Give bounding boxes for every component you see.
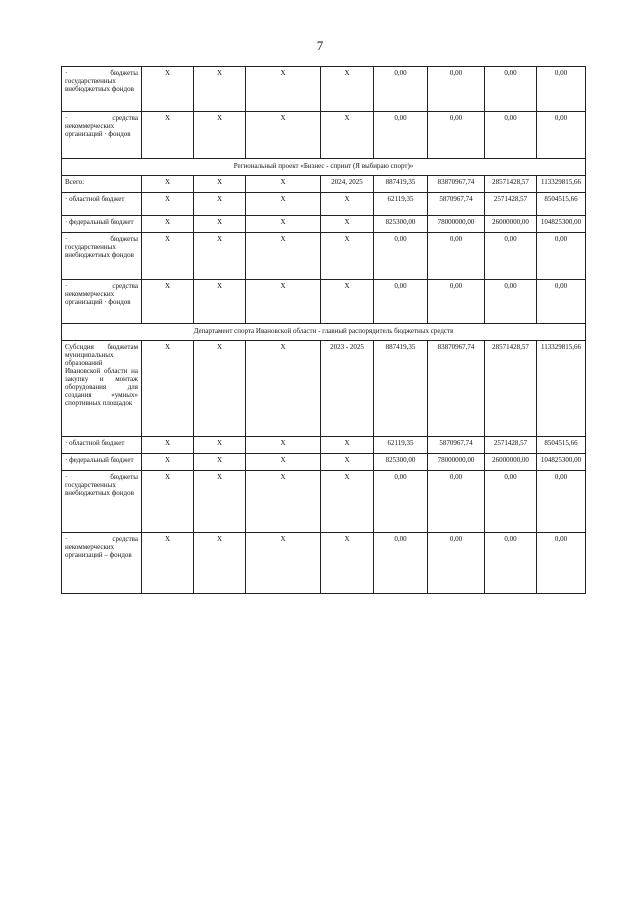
col-value2: 0,00 [428, 112, 485, 159]
col-value1: 0,00 [374, 533, 428, 594]
col-x2: X [194, 233, 246, 280]
row-label: · средства некоммерческих организаций · фондов [62, 112, 142, 159]
col-value2: 0,00 [428, 233, 485, 280]
col-value1: 0,00 [374, 112, 428, 159]
col-x1: X [142, 233, 194, 280]
col-value1: 887419,35 [374, 176, 428, 193]
table-row [62, 112, 586, 159]
row-label: Субсидия бюджетам муниципальных образований Ивановской области на закупку и монтаж оборудования для создания «умных» спортивных площадок [62, 341, 142, 437]
col-total: 113329815,66 [537, 341, 586, 437]
col-period: X [321, 216, 374, 233]
col-period: X [321, 112, 374, 159]
col-value1: 825300,00 [374, 454, 428, 471]
col-period: X [321, 437, 374, 454]
col-x2: X [194, 471, 246, 533]
col-x3: X [246, 471, 321, 533]
col-x2: X [194, 454, 246, 471]
budget-table [61, 66, 586, 594]
row-label: · областной бюджет [62, 193, 142, 216]
row-label: · бюджеты государственных внебюджетных фондов [62, 233, 142, 280]
table-row [62, 437, 586, 454]
section-row [62, 159, 586, 176]
table-row [62, 341, 586, 437]
table-row [62, 471, 586, 533]
col-value3: 0,00 [485, 533, 537, 594]
col-value2: 5870967,74 [428, 437, 485, 454]
section-title: Региональный проект «Бизнес - спринт (Я выбираю спорт)» [62, 159, 586, 176]
col-x2: X [194, 216, 246, 233]
row-label: · бюджеты государственных внебюджетных фондов [62, 471, 142, 533]
col-x3: X [246, 233, 321, 280]
table-row [62, 193, 586, 216]
col-x3: X [246, 280, 321, 324]
col-period: 2024, 2025 [321, 176, 374, 193]
col-value3: 28571428,57 [485, 341, 537, 437]
row-label: · средства некоммерческих организаций – фондов [62, 533, 142, 594]
col-period: X [321, 471, 374, 533]
table-row [62, 280, 586, 324]
col-value3: 26000000,00 [485, 216, 537, 233]
col-value1: 0,00 [374, 471, 428, 533]
col-value2: 5870967,74 [428, 193, 485, 216]
col-total: 0,00 [537, 233, 586, 280]
col-total: 8504515,66 [537, 437, 586, 454]
col-x1: X [142, 112, 194, 159]
col-value3: 0,00 [485, 67, 537, 112]
section-row [62, 324, 586, 341]
col-x2: X [194, 280, 246, 324]
col-x2: X [194, 67, 246, 112]
col-x3: X [246, 67, 321, 112]
row-label: · федеральный бюджет [62, 216, 142, 233]
col-total: 113329815,66 [537, 176, 586, 193]
col-value3: 0,00 [485, 471, 537, 533]
col-value2: 78000000,00 [428, 454, 485, 471]
col-x1: X [142, 454, 194, 471]
col-x1: X [142, 280, 194, 324]
col-x1: X [142, 437, 194, 454]
col-value1: 62119,35 [374, 193, 428, 216]
table-row [62, 233, 586, 280]
table-row [62, 454, 586, 471]
col-period: X [321, 454, 374, 471]
col-value2: 0,00 [428, 533, 485, 594]
row-label: · средства некоммерческих организаций · фондов [62, 280, 142, 324]
col-x2: X [194, 533, 246, 594]
col-value3: 2571428,57 [485, 437, 537, 454]
col-total: 8504515,66 [537, 193, 586, 216]
col-x2: X [194, 437, 246, 454]
col-x2: X [194, 176, 246, 193]
col-total: 0,00 [537, 280, 586, 324]
col-value1: 0,00 [374, 233, 428, 280]
row-label: · бюджеты государственных внебюджетных фондов [62, 67, 142, 112]
col-x3: X [246, 176, 321, 193]
col-x3: X [246, 193, 321, 216]
col-total: 0,00 [537, 533, 586, 594]
col-value3: 0,00 [485, 280, 537, 324]
col-x3: X [246, 437, 321, 454]
table-row [62, 176, 586, 193]
col-x3: X [246, 533, 321, 594]
table-row [62, 67, 586, 112]
col-period: X [321, 280, 374, 324]
col-value2: 0,00 [428, 280, 485, 324]
col-value2: 83870967,74 [428, 341, 485, 437]
table-row [62, 216, 586, 233]
col-x1: X [142, 176, 194, 193]
col-x3: X [246, 341, 321, 437]
page-number: 7 [316, 38, 324, 53]
row-label: Всего: [62, 176, 142, 193]
col-value1: 62119,35 [374, 437, 428, 454]
col-value1: 887419,35 [374, 341, 428, 437]
col-value2: 83870967,74 [428, 176, 485, 193]
col-x3: X [246, 216, 321, 233]
col-value3: 0,00 [485, 112, 537, 159]
row-label: · федеральный бюджет [62, 454, 142, 471]
col-x1: X [142, 216, 194, 233]
col-value2: 0,00 [428, 67, 485, 112]
col-total: 104825300,00 [537, 454, 586, 471]
col-x2: X [194, 341, 246, 437]
col-x1: X [142, 471, 194, 533]
col-period: 2023 - 2025 [321, 341, 374, 437]
col-period: X [321, 233, 374, 280]
col-value3: 26000000,00 [485, 454, 537, 471]
col-value1: 825300,00 [374, 216, 428, 233]
col-x1: X [142, 67, 194, 112]
col-x1: X [142, 341, 194, 437]
section-title: Департамент спорта Ивановской области - главный распорядитель бюджетных средств [62, 324, 586, 341]
col-value2: 0,00 [428, 471, 485, 533]
col-total: 104825300,00 [537, 216, 586, 233]
col-total: 0,00 [537, 67, 586, 112]
col-value2: 78000000,00 [428, 216, 485, 233]
col-period: X [321, 193, 374, 216]
col-value3: 2571428,57 [485, 193, 537, 216]
col-x3: X [246, 112, 321, 159]
row-label: · областной бюджет [62, 437, 142, 454]
col-total: 0,00 [537, 471, 586, 533]
col-x1: X [142, 193, 194, 216]
col-x2: X [194, 193, 246, 216]
col-x3: X [246, 454, 321, 471]
col-value1: 0,00 [374, 67, 428, 112]
col-period: X [321, 67, 374, 112]
col-value3: 0,00 [485, 233, 537, 280]
col-total: 0,00 [537, 112, 586, 159]
col-x1: X [142, 533, 194, 594]
col-value3: 28571428,57 [485, 176, 537, 193]
col-x2: X [194, 112, 246, 159]
col-value1: 0,00 [374, 280, 428, 324]
col-period: X [321, 533, 374, 594]
table-row [62, 533, 586, 594]
